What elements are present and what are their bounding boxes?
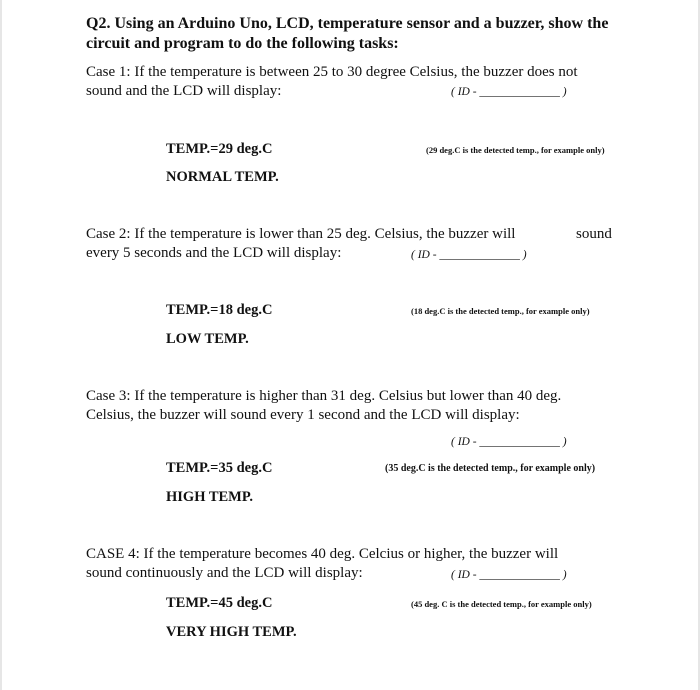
case1-note: (29 deg.C is the detected temp., for example only) — [426, 145, 605, 155]
case3-lcd-line1: TEMP.=35 deg.C — [166, 460, 273, 476]
case3-note: (35 deg.C is the detected temp., for example only) — [385, 463, 596, 474]
case4-text-line2: sound continuously and the LCD will display: — [86, 565, 363, 581]
case4-text-line1: CASE 4: If the temperature becomes 40 deg. Celcius or higher, the buzzer will — [86, 546, 559, 562]
case2-id-field: ( ID - ______________ ) — [411, 249, 527, 261]
case2-text-line1: Case 2: If the temperature is lower than 25 deg. Celsius, the buzzer will — [86, 226, 516, 242]
case4-id-field: ( ID - ______________ ) — [451, 569, 567, 581]
case4-note: (45 deg. C is the detected temp., for example only) — [411, 599, 592, 609]
case2-text-line1-tail: sound — [576, 226, 612, 242]
case2-lcd-line2: LOW TEMP. — [166, 331, 249, 347]
case4-lcd-line2: VERY HIGH TEMP. — [166, 624, 297, 640]
case2-note: (18 deg.C is the detected temp., for example only) — [411, 306, 590, 316]
left-border — [0, 0, 2, 690]
case3-id-field: ( ID - ______________ ) — [451, 436, 567, 448]
case1-id-field: ( ID - ______________ ) — [451, 86, 567, 98]
case4-lcd-line1: TEMP.=45 deg.C — [166, 595, 273, 611]
case3-text-line1: Case 3: If the temperature is higher than 31 deg. Celsius but lower than 40 deg. — [86, 388, 562, 404]
case2-lcd-line1: TEMP.=18 deg.C — [166, 302, 273, 318]
question-title-line1: Q2. Using an Arduino Uno, LCD, temperature sensor and a buzzer, show the — [86, 15, 609, 32]
case3-text-line2: Celsius, the buzzer will sound every 1 second and the LCD will display: — [86, 407, 520, 423]
case1-text-line2: sound and the LCD will display: — [86, 83, 282, 99]
question-title-line2: circuit and program to do the following tasks: — [86, 35, 399, 52]
case1-lcd-line1: TEMP.=29 deg.C — [166, 141, 273, 157]
case3-lcd-line2: HIGH TEMP. — [166, 489, 254, 505]
case2-text-line2: every 5 seconds and the LCD will display: — [86, 245, 342, 261]
case1-text-line1: Case 1: If the temperature is between 25 to 30 degree Celsius, the buzzer does not — [86, 64, 578, 80]
case1-lcd-line2: NORMAL TEMP. — [166, 169, 279, 185]
